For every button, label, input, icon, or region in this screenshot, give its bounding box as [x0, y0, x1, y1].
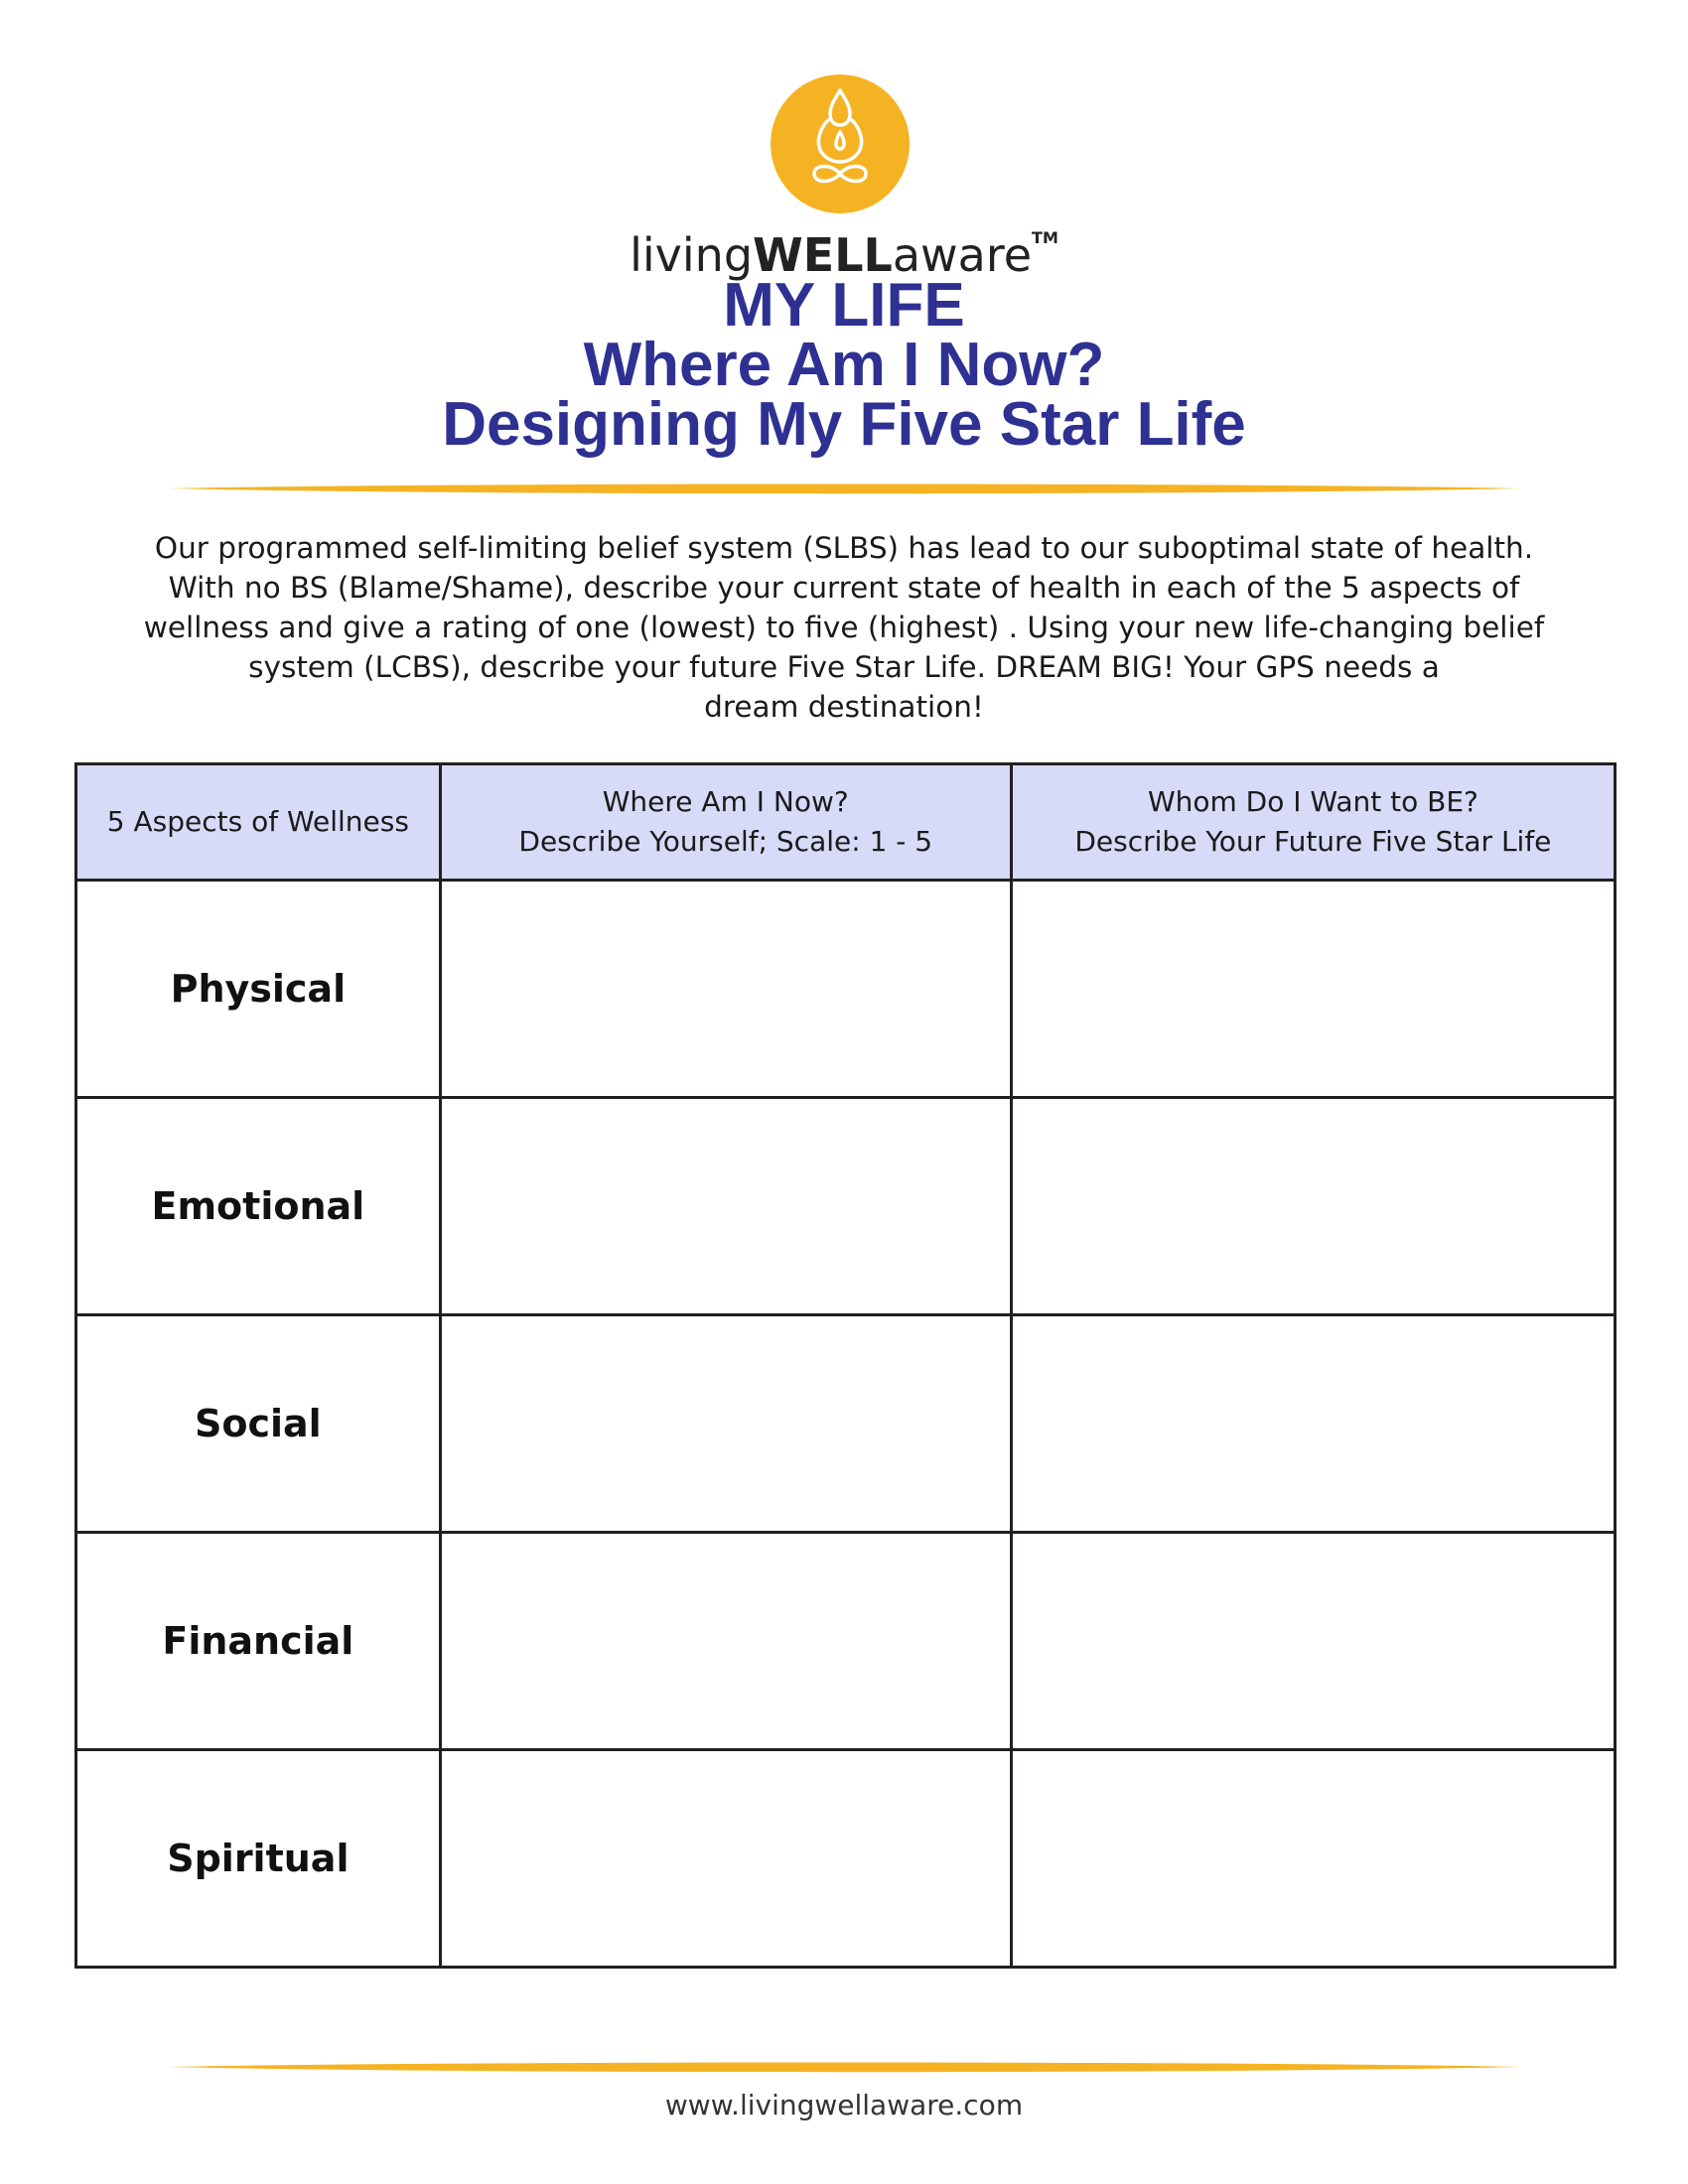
header-aspects: [76, 764, 441, 881]
meditation-flame-infinity-icon: [771, 74, 910, 213]
header-future-line2: Describe Your Future Five Star Life: [1074, 825, 1552, 858]
aspect-spiritual: Spiritual: [76, 1750, 441, 1968]
table-row: [76, 1750, 1616, 1968]
intro-line: wellness and give a rating of one (lowest) to five (highest) . Using your new life-changing belief: [143, 611, 1545, 644]
future-cell-financial[interactable]: [1011, 1533, 1615, 1750]
intro-line: dream destination!: [704, 690, 984, 724]
brand-bold: WELL: [753, 228, 893, 282]
aspect-financial: Financial: [76, 1533, 441, 1750]
intro-line: With no BS (Blame/Shame), describe your current state of health in each of the 5 aspects of: [168, 571, 1520, 605]
header-future-line1: Whom Do I Want to BE?: [1147, 785, 1478, 818]
divider-swoosh-bottom: [169, 2059, 1519, 2075]
table-row: [76, 1315, 1616, 1533]
brand-prefix: living: [630, 228, 754, 282]
header-now-line1: Where Am I Now?: [602, 785, 849, 818]
trademark: TM: [1032, 228, 1058, 247]
footer-website-link[interactable]: www.livingwellaware.com: [664, 2089, 1024, 2121]
intro-paragraph: [109, 528, 1579, 727]
future-cell-emotional[interactable]: [1011, 1098, 1615, 1315]
table-row: [76, 1098, 1616, 1315]
page-title-line2: Where Am I Now?: [583, 331, 1105, 399]
header-aspects-label: 5 Aspects of Wellness: [106, 805, 409, 838]
intro-line: Our programmed self-limiting belief system (SLBS) has lead to our suboptimal state of health.: [154, 531, 1534, 565]
wellness-worksheet-table: [74, 762, 1617, 1969]
now-cell-social[interactable]: [440, 1315, 1011, 1533]
logo-meditation-flame-infinity-icon: [771, 74, 910, 213]
intro-line: system (LCBS), describe your future Five Star Life. DREAM BIG! Your GPS needs a: [248, 650, 1440, 684]
divider-swoosh-top: [169, 480, 1519, 496]
table-header-row: [76, 764, 1616, 881]
now-cell-spiritual[interactable]: [440, 1750, 1011, 1968]
aspect-emotional: Emotional: [76, 1098, 441, 1315]
table-row: [76, 881, 1616, 1098]
future-cell-social[interactable]: [1011, 1315, 1615, 1533]
aspect-social: Social: [76, 1315, 441, 1533]
now-cell-emotional[interactable]: [440, 1098, 1011, 1315]
future-cell-spiritual[interactable]: [1011, 1750, 1615, 1968]
now-cell-financial[interactable]: [440, 1533, 1011, 1750]
header-now-line2: Describe Yourself; Scale: 1 - 5: [518, 825, 933, 858]
page-title-line3: Designing My Five Star Life: [442, 390, 1246, 459]
header-where-am-i-now: [440, 764, 1011, 881]
header-future-self: [1011, 764, 1615, 881]
future-cell-physical[interactable]: [1011, 881, 1615, 1098]
brand-suffix: aware: [892, 228, 1033, 282]
table-row: [76, 1533, 1616, 1750]
now-cell-physical[interactable]: [440, 881, 1011, 1098]
page-title-line1: MY LIFE: [723, 271, 965, 340]
aspect-physical: Physical: [76, 881, 441, 1098]
